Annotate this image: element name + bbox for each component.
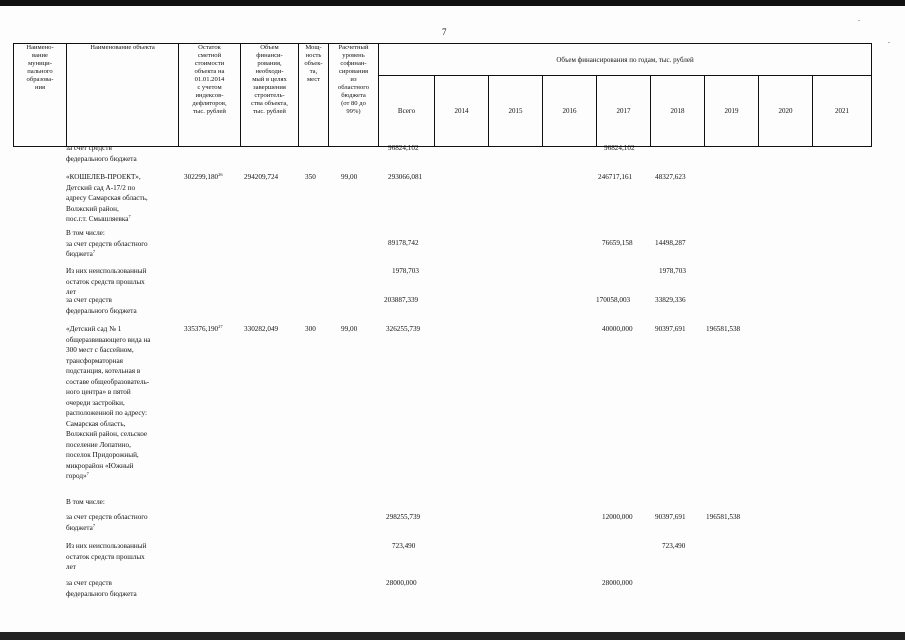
object-name: «КОШЕЛЕВ-ПРОЕКТ», Детский сад А-17/2 по адресу Самарская область, Волжский район, пос.г.т. Смышляевка [66,173,148,223]
cell-2017: 246717,161 [598,173,633,181]
cell-total: 89178,742 [388,239,419,247]
cell-2017: 40000,000 [602,325,633,333]
object-name: за счет средств областного бюджета [66,513,148,532]
header-financing-volume: Объем финанси- рования, необходи- мый в целях завершения строитель- ства объекта, тыс. рублей [241,44,299,147]
object-name: за счет средств федерального бюджета [66,296,137,315]
page-number: 7 [442,27,447,37]
header-year-2021: 2021 [813,76,872,147]
cell-capacity: 350 [305,173,316,181]
header-cofinancing-level: Расчетный уровень софинан- сирования из областного бюджета (от 80 до 99%) [329,44,379,147]
cell-financing-volume: 294209,724 [244,173,279,181]
header-remaining-cost: Остаток сметной стоимости объекта на 01.01.2014 с учетом индексов- дефляторов, тыс. рублей [179,44,241,147]
cell-2018: 33829,336 [655,296,686,304]
cell-2019: 196581,538 [706,513,741,521]
cell-2017: 170058,003 [596,296,631,304]
cell-total: 326255,739 [386,325,421,333]
footnote-mark: 7 [86,471,89,476]
cell-2018: 1978,703 [659,267,686,275]
object-name: В том числе: [66,498,105,506]
object-name: Из них неиспользованный остаток средств прошлых лет [66,542,147,571]
cell-cofinancing: 99,00 [341,173,358,181]
header-year-2018: 2018 [651,76,705,147]
footnote-mark: 26 [218,172,223,177]
header-year-2015: 2015 [489,76,543,147]
cell-remaining-cost: 335376,190$^{27}$ [184,324,223,333]
scan-bottom-edge [0,632,905,640]
object-name: «Детский сад № 1 общеразвивающего вида на 300 мест с бассейном, трансформаторная подстанция, котельная в составе общеобразователь- ного центра» в пятой очереди застройки, расположенной по адресу: Самарская область, Волжский район, сельское поселение Лопатино, поселок Придорожный, микрорайон «Южный город» [66,325,151,480]
cell-2017: 28000,000 [602,579,633,587]
header-capacity: Мощ- ность объек- та, мест [299,44,329,147]
cell-total: 298255,739 [386,513,421,521]
cell-2018: 90397,691 [655,325,686,333]
scan-speck: . [858,14,860,23]
cell-2017: 96824,102 [604,144,635,152]
cell-cofinancing: 99,00 [341,325,358,333]
header-municipality: Наимено- вание муници- пального образова- ния [14,44,67,147]
cell-total: 203887,339 [384,296,419,304]
header-object-name: Наименование объекта [67,44,179,147]
object-name: за счет средств федерального бюджета [66,144,137,163]
cell-2018: 90397,691 [655,513,686,521]
footnote-mark: 7 [92,249,96,254]
cell-total: 293066,081 [388,173,423,181]
cell-2019: 196581,538 [706,325,741,333]
header-year-2019: 2019 [705,76,759,147]
footnote-mark: 7 [92,522,96,528]
cell-remaining-cost: 302299,180$^{26}$ [184,172,223,181]
object-name: за счет средств федерального бюджета [66,579,137,598]
object-name: Из них неиспользованный остаток средств прошлых лет [66,267,147,296]
header-year-2017: 2017 [597,76,651,147]
cell-2018: 723,490 [662,542,686,550]
footnote-mark: 7 [128,214,131,219]
header-total: Всего [379,76,435,147]
cell-total: 28000,000 [386,579,417,587]
cell-total: 723,490 [392,542,416,550]
cell-2018: 48327,623 [655,173,686,181]
cell-total: 1978,703 [392,267,419,275]
cell-2017: 12000,000 [602,513,633,521]
cell-financing-volume: 330282,049 [244,325,279,333]
header-year-2016: 2016 [543,76,597,147]
cell-total: 96824,102 [388,144,419,152]
header-year-2014: 2014 [435,76,489,147]
footnote-mark: 27 [218,324,223,329]
header-financing-by-years: Объем финансирования по годам, тыс. рублей [379,44,872,76]
cell-capacity: 300 [305,325,316,333]
cell-2018: 14498,287 [655,239,686,247]
cell-2017: 76659,158 [602,239,633,247]
header-year-2020: 2020 [759,76,813,147]
object-name: В том числе: за счет средств областного бюджета [66,229,148,258]
scan-speck: . [888,36,890,45]
